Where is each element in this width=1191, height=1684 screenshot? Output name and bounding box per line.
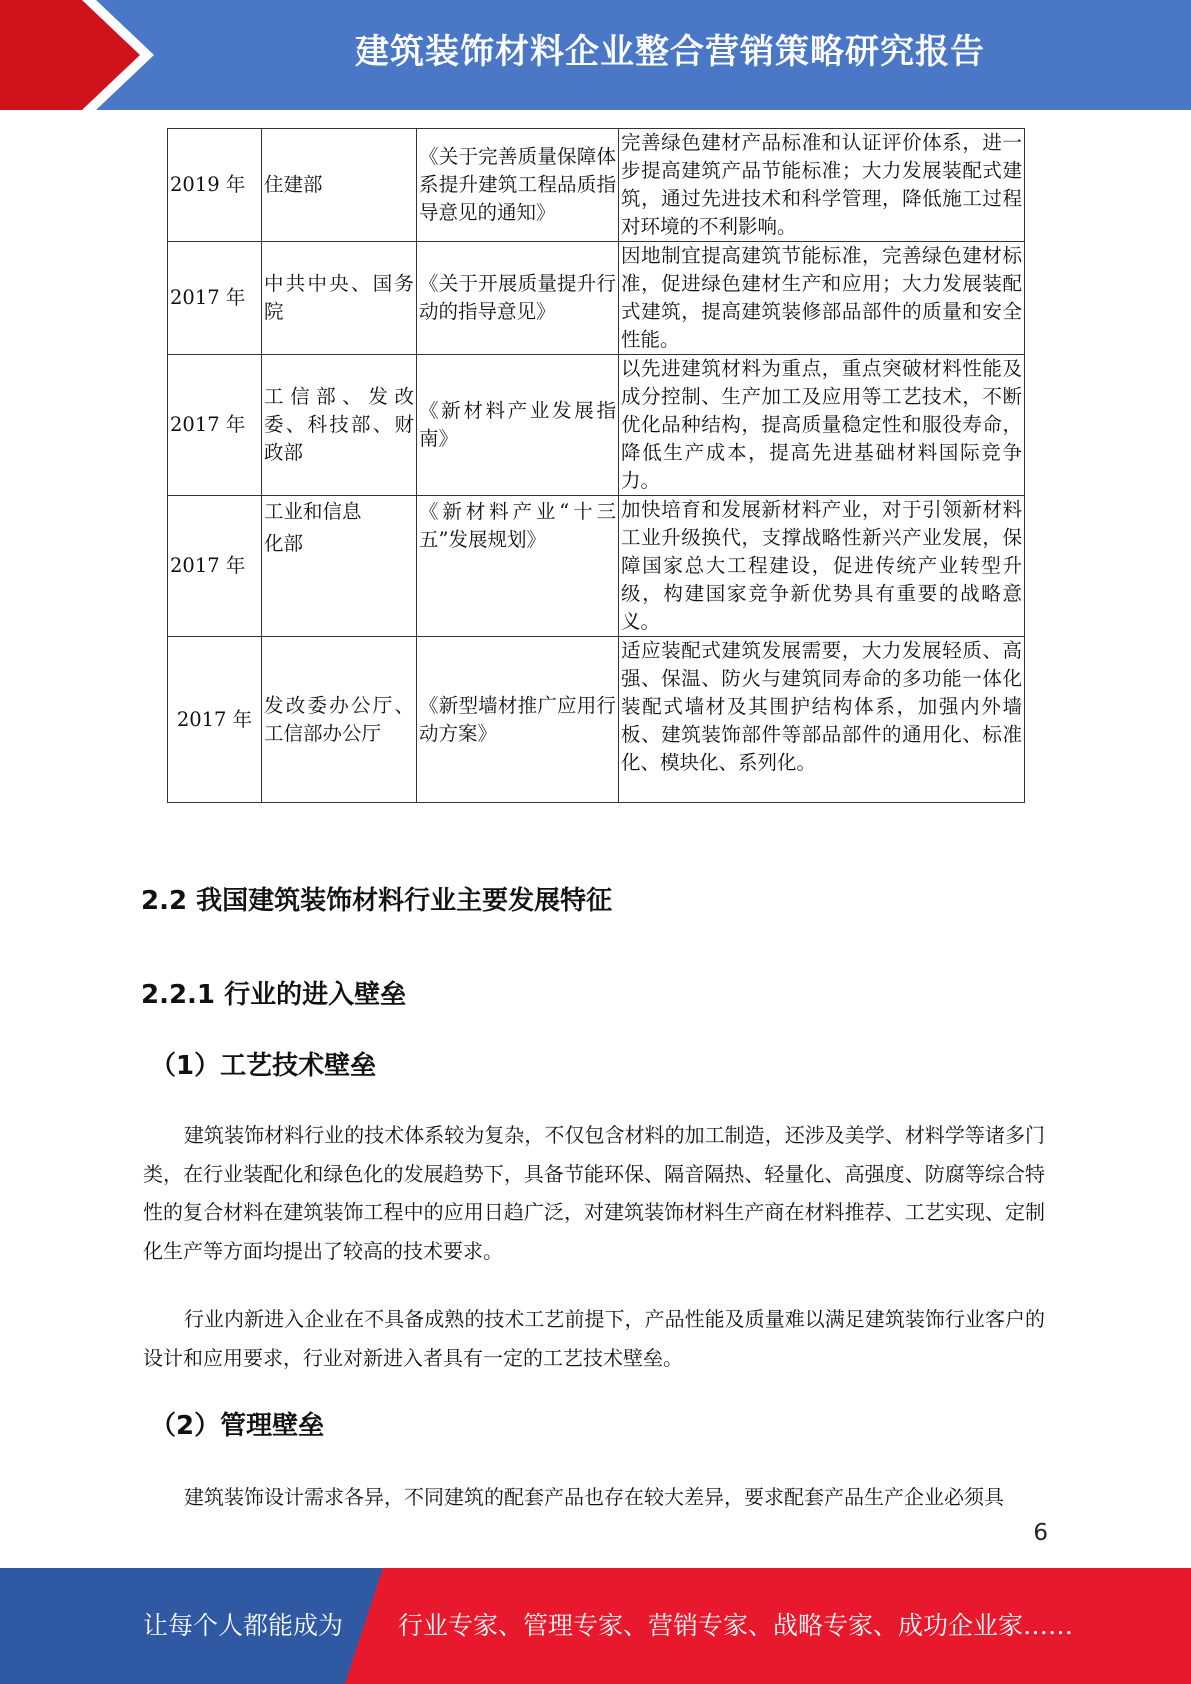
table-row: [168, 496, 1025, 637]
document-cell: 《新材料产业发展指南》: [417, 355, 619, 496]
paragraph: 建筑装饰材料行业的技术体系较为复杂，不仅包含材料的加工制造，还涉及美学、材料学等诸多门类，在行业装配化和绿色化的发展趋势下，具备节能环保、隔音隔热、轻量化、高强度、防腐等综合特性的复合材料在建筑装饰工程中的应用日趋广泛，对建筑装饰材料生产商在材料推荐、工艺实现、定制化生产等方面均提出了较高的技术要求。: [143, 1123, 1045, 1263]
department-line: 化部: [264, 532, 304, 555]
content-cell: 完善绿色建材产品标准和认证评价体系，进一步提高建筑产品节能标准；大力发展装配式建筑，通过先进技术和科学管理，降低施工过程对环境的不利影响。: [619, 129, 1025, 242]
department-cell: 住建部: [262, 129, 417, 242]
subsection-heading: 2.2.1 行业的进入壁垒: [141, 980, 407, 1010]
year-cell: 2017 年: [168, 637, 262, 803]
page-number: 6: [1033, 1520, 1048, 1546]
year-cell: 2019 年: [168, 129, 262, 242]
footer-slogan-left: 让每个人都能成为: [143, 1611, 344, 1640]
page-header: [0, 0, 1191, 110]
department-line: 工业和信息: [264, 500, 362, 523]
year-cell: 2017 年: [168, 242, 262, 355]
policy-table: [167, 128, 1025, 803]
sub-heading-technology: （1）工艺技术壁垒: [150, 1051, 377, 1081]
content-cell: 加快培育和发展新材料产业，对于引领新材料工业升级换代，支撑战略性新兴产业发展，保障国家总大工程建设，促进传统产业转型升级，构建国家竞争新优势具有重要的战略意义。: [619, 496, 1025, 637]
department-cell: 发改委办公厅、工信部办公厅: [262, 637, 417, 803]
header-chevron-logo: [0, 0, 160, 110]
department-cell: [262, 496, 417, 637]
document-cell: 《新材料产业“十三五”发展规划》: [417, 496, 619, 637]
sub-heading-management: （2）管理壁垒: [150, 1411, 325, 1441]
section-heading: 2.2 我国建筑装饰材料行业主要发展特征: [141, 886, 613, 916]
table-row: [168, 637, 1025, 803]
footer-slogan-right: 行业专家、管理专家、营销专家、战略专家、成功企业家……: [398, 1611, 1074, 1640]
paragraph: 行业内新进入企业在不具备成熟的技术工艺前提下，产品性能及质量难以满足建筑装饰行业客户的设计和应用要求，行业对新进入者具有一定的工艺技术壁垒。: [143, 1307, 1045, 1370]
page-footer: [0, 1568, 1191, 1684]
document-cell: 《关于完善质量保障体系提升建筑工程品质指导意见的通知》: [417, 129, 619, 242]
document-title: 建筑装饰材料企业整合营销策略研究报告: [355, 32, 985, 72]
document-cell: 《新型墙材推广应用行动方案》: [417, 637, 619, 803]
document-cell: 《关于开展质量提升行动的指导意见》: [417, 242, 619, 355]
year-cell: 2017 年: [168, 496, 262, 637]
year-cell: 2017 年: [168, 355, 262, 496]
content-cell: 以先进建筑材料为重点，重点突破材料性能及成分控制、生产加工及应用等工艺技术，不断优化品种结构，提高质量稳定性和服役寿命，降低生产成本，提高先进基础材料国际竞争力。: [619, 355, 1025, 496]
table-row: [168, 129, 1025, 242]
table-row: [168, 355, 1025, 496]
department-cell: 中共中央、国务院: [262, 242, 417, 355]
table-row: [168, 242, 1025, 355]
content-cell: 因地制宜提高建筑节能标准，完善绿色建材标准，促进绿色建材生产和应用；大力发展装配式建筑，提高建筑装修部品部件的质量和安全性能。: [619, 242, 1025, 355]
department-cell: 工信部、发改委、科技部、财政部: [262, 355, 417, 496]
content-cell: 适应装配式建筑发展需要，大力发展轻质、高强、保温、防火与建筑同寿命的多功能一体化装配式墙材及其围护结构体系，加强内外墙板、建筑装饰部件等部品部件的通用化、标准化、模块化、系列化。: [619, 637, 1025, 803]
paragraph: 建筑装饰设计需求各异，不同建筑的配套产品也存在较大差异，要求配套产品生产企业必须具: [184, 1485, 1004, 1509]
